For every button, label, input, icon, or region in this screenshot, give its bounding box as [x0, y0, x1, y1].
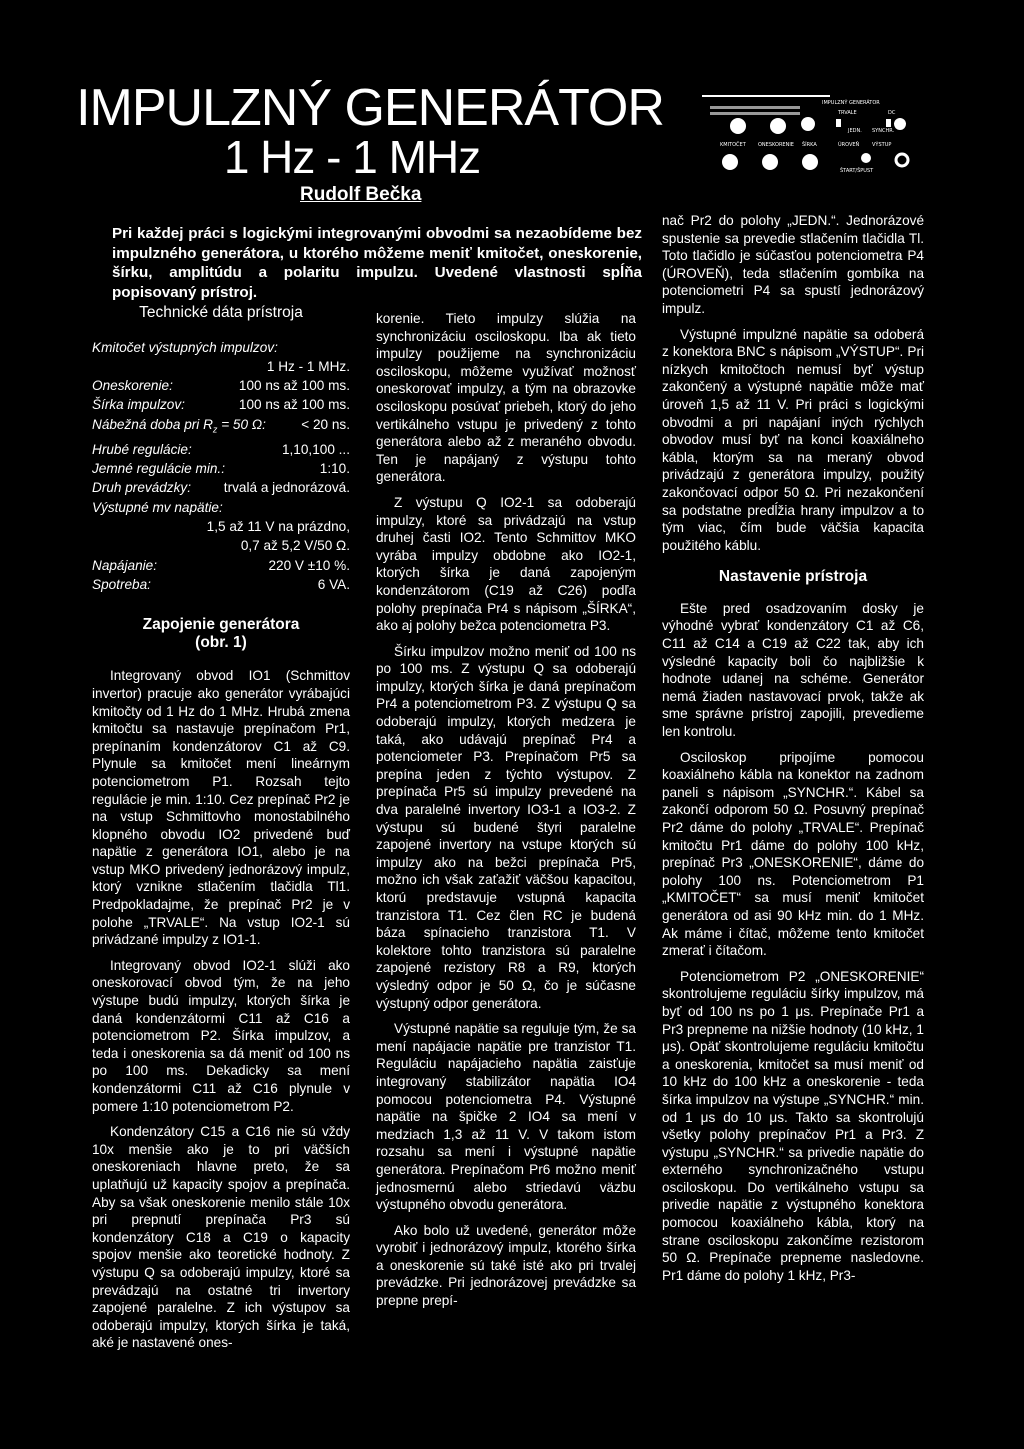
panel-label-start: ŠTART/ŠPUST	[840, 168, 874, 174]
spec-out-label: Výstupné mv napätie:	[92, 499, 223, 515]
title-line-2: 1 Hz - 1 MHz	[223, 131, 481, 183]
column-3	[662, 212, 924, 1292]
spec-freq-label: Kmitočet výstupných impulzov:	[92, 339, 278, 355]
column-2	[376, 310, 636, 1318]
setup-heading: Nastavenie prístroja	[718, 568, 868, 586]
col3-paragraph-2: Ešte pred osadzovaním dosky je výhodné vybrať kondenzátory C1 až C6, C11 až C14 a C19 až C22 tak, aby ich výsledné kapacity boli čo najbližšie k hodnote udanej na schéme. Generátor nemá žiaden nastavovací prvok, takže ak sme správne prístroj zapojili, prevedieme len kontrolu.	[662, 600, 924, 740]
panel-label-vystup: VÝSTUP	[872, 142, 892, 148]
spec-width: Šírka impulzov: 100 ns až 100 ms.	[92, 397, 350, 413]
title-line-1: IMPULZNÝ GENERÁTOR	[76, 79, 664, 137]
spec-mode: Druh prevádzky: trvalá a jednorázová.	[92, 480, 350, 496]
spec-delay: Oneskorenie: 100 ns až 100 ms.	[92, 378, 350, 394]
column-1	[92, 300, 350, 1360]
spec-consumption: Spotreba: 6 VA.	[92, 576, 350, 592]
col1-paragraph-2: Integrovaný obvod IO2-1 slúži ako oneskorovací obvod tým, že na jeho výstupe budú impulzy, ktorých šírka je daná kondenzátormi C11 až C16 a potenciometrom P2. Šírka impulzov, a teda i oneskorenia sa dá meniť od 100 ns po 100 ms. Dekadicky sa mení kondenzátormi C11 až C16 plynule v pomere 1:10 potenciometrom P2.	[92, 957, 350, 1114]
panel-label-sirka: ŠÍRKA	[802, 142, 817, 148]
spec-fine: Jemné regulácie min.: 1:10.	[92, 461, 350, 477]
col2-paragraph-0: korenie. Tieto impulzy slúžia na synchronizáciu osciloskopu. Iba ak tieto impulzy použijeme na synchronizáciu osciloskopu, môžeme využívať možnosť oneskorovať impulzy, a tým na obrazovke osciloskopu posúvať priebeh, ktorý do jeho vertikálneho vstupu je privedený z tohto generátora alebo až z meraného obvodu. Ten je napájaný z výstupu tohto generátora.	[376, 311, 636, 485]
col1-paragraph-3: Kondenzátory C15 a C16 nie sú vždy 10x menšie ako je to pri väčších oneskoreniach hlavne preto, že sa uplatňujú už kapacity spojov a prepínača. Aby sa však oneskorenie menilo stále 10x pri prepnutí prepínača Pr3 sú kondenzátory C18 a C19 o kapacity spojov menšie ako teoretické hodnoty. Z výstupu Q sa odoberajú impulzy, ktoré sa prevádzajú na ostatné tri invertory zapojené paralelne. Z ich výstupov sa odoberajú impulzy, ktorých šírka je taká, aké je nastavené ones-	[92, 1124, 350, 1351]
panel-label-kmitocet: KMITOČET	[720, 142, 746, 148]
panel-label-trvale: TRVALE	[838, 110, 857, 116]
panel-label-jedn: JEDN.	[848, 128, 862, 134]
front-panel-photo	[690, 92, 922, 176]
tech-specs	[92, 338, 350, 595]
col3-paragraph-3: Osciloskop pripojíme pomocou koaxiálneho kábla na konektor na zadnom paneli s nápisom „SYNCHR.“. Kábel sa zakončí odporom 50 Ω. Posuvný prepínač Pr2 dáme do polohy „TRVALE“. Prepínač kmitočtu Pr1 dáme do polohy 100 kHz, prepínač Pr3 „ONESKORENIE“, dáme do polohy 100 ns. Potenciometrom P1 „KMITOČET“ sa musí meniť kmitočet generátora od asi 90 kHz min. do 1 MHz. Ak máme i čítač, môžeme tento kmitočet zmerať i čítačom.	[662, 749, 924, 959]
col3-paragraph-0: nač Pr2 do polohy „JEDN.“. Jednorázové spustenie sa prevedie stlačením tlačidla Tl. Toto tlačidlo je súčasťou potenciometra P4 (ÚROVEŇ), teda stlačením gombíka na potenciometri P4 sa spustí jednorázový impulz.	[662, 213, 924, 316]
circuit-heading-2: (obr. 1)	[195, 633, 247, 651]
col2-paragraph-4: Ako bolo už uvedené, generátor môže vyrobiť i jednorázový impulz, ktorého šírka a oneskorenie sú také isté ako pri trvalej prevádzke. Pri jednorázovej prevádzke sa prepne prepí-	[376, 1222, 636, 1309]
author: Rudolf Bečka	[300, 184, 422, 205]
spec-rise: Nábežná doba pri $R_z = 50$ Ω: < 20 ns.	[92, 416, 350, 435]
spec-coarse: Hrubé regulácie: 1,10,100 ...	[92, 441, 350, 457]
circuit-heading-1: Zapojenie generátora	[142, 616, 300, 634]
col3-paragraph-1: Výstupné impulzné napätie sa odoberá z konektora BNC s nápisom „VÝSTUP“. Pri nízkych kmitočtoch nemusí byť výstup zakončený a výstupné napätie môže mať úroveň 1,5 až 11 V. Pri práci s logickými obvodmi a pri napájaní iných rýchlych obvodov musí byť na konci koaxiálneho kábla, ktorým sa na meraný obvod privádzajú z generátora impulzy, použitý zakončovací odpor 50 Ω. Pri nezakončení sa podstatne predĺžia hrany impulzov a to tým viac, čím bude väčšia kapacita použitého káblu.	[662, 326, 924, 553]
panel-label-title: IMPULZNÝ GENERÁTOR	[822, 100, 880, 106]
panel-label-uroven: ÚROVEŇ	[838, 142, 860, 148]
spec-freq-value: 1 Hz - 1 MHz.	[266, 358, 350, 374]
col2-paragraph-3: Výstupné napätie sa reguluje tým, že sa mení napájacie napätie pre tranzistor T1. Reguláciu napájacieho napätia zaisťuje integrovaný stabilizátor napätia IO4 pomocou potenciometra P4. Výstupné napätie na špičke 2 IO4 sa mení v medziach 1,3 až 11 V. V takom istom rozsahu sa mení i výstupné napätie generátora. Prepínačom Pr6 možno meniť jednosmernú alebo striedavú väzbu výstupného obvodu generátora.	[376, 1021, 636, 1213]
col2-paragraph-1: Z výstupu Q IO2-1 sa odoberajú impulzy, ktoré sa privádzajú na vstup druhej časti IO2. Tento Schmittov MKO vyrába impulzy obdobne ako IO2-1, ktorých šírka je daná zapojeným kondenzátorom (C19 až C26) podľa polohy prepínača Pr4 s nápisom „ŠÍRKA“, ako aj polohy bežca potenciometra P3.	[376, 494, 636, 634]
panel-label-synchr: SYNCHR.	[872, 128, 895, 134]
tech-heading: Technické dáta prístroja	[139, 304, 303, 321]
spec-out-value-1: 1,5 až 11 V na prázdno,	[206, 518, 350, 534]
panel-label-dc: DC	[888, 110, 896, 116]
col2-paragraph-2: Šírku impulzov možno meniť od 100 ns po 100 ms. Z výstupu Q sa odoberajú impulzy, ktorých šírka je daná prepínačom Pr4 a potenciometrom P3. Z výstupu Q sa odoberajú impulzy, ktorých medzera je taká, ako udávajú prepínač Pr4 a potenciometer P3. Prepínačom Pr5 sa prepína jeden z týchto výstupov. Z prepínača Pr5 sú impulzy prevedené na dva paralelné invertory IO3-1 a IO3-2. Z výstupu sú budené štyri paralelne zapojené invertory na vstupe ktorých sú impulzy ako na bežci prepínača Pr5, možno ich však zaťažiť väčšou kapacitou, ktorú predstavuje vstupná kapacita tranzistora T1. Cez člen RC je budená báza spínacieho tranzistora T1. V kolektore tohto tranzistora sú paralelne zapojené rezistory R8 a R9, ktorých výsledný odpor je 50 Ω, čo je súčasne výstupný odpor generátora.	[376, 643, 636, 1011]
spec-out-value-2: 0,7 až 5,2 V/50 Ω.	[240, 538, 350, 554]
spec-supply: Napájanie: 220 V ±10 %.	[92, 557, 350, 573]
col3-paragraph-4: Potenciometrom P2 „ONESKORENIE“ skontrolujeme reguláciu šírky impulzov, má byť od 100 ns po 1 μs. Prepínače Pr1 a Pr3 prepneme na nižšie hodnoty (10 kHz, 1 μs). Opäť skontrolujeme reguláciu kmitočtu a oneskorenia, kmitočet sa musí meniť od 10 kHz do 100 kHz a oneskorenie - teda šírka impulzov na výstupe „SYNCHR.“ min. od 1 μs do 10 μs. Takto sa skontrolujú všetky polohy prepínačov Pr1 a Pr3. Z výstupu „SYNCHR.“ sa privedie napätie do externého synchronizačného vstupu osciloskopu. Do vertikálneho vstupu sa privedie napätie z výstupného konektora pomocou koaxiálneho kábla, ktorý na strane osciloskopu zakončíme rezistorom 50 Ω. Prepínače prepneme nasledovne. Pr1 dáme do polohy 1 kHz, Pr3-	[662, 968, 924, 1283]
panel-label-oneskorenie: ONESKORENIE	[758, 142, 794, 148]
lead-paragraph: Pri každej práci s logickými integrovanými obvodmi sa nezaobídeme bez impulzného generátora, u ktorého môžeme meniť kmitočet, oneskorenie, šírku, amplitúdu a polaritu impulzu. Uvedené vlastnosti spĺňa popisovaný prístroj.	[112, 225, 642, 301]
col1-paragraph-1: Integrovaný obvod IO1 (Schmittov invertor) pracuje ako generátor vyrábajúci kmitočty od 1 Hz do 1 MHz. Hrubá zmena kmitočtu sa nastavuje prepínačom Pr1, prepínaním kondenzátorov C1 až C9. Plynule sa kmitočet mení lineárnym potenciometrom P1. Rozsah tejto regulácie je min. 1:10. Cez prepínač Pr2 je na vstup Schmittovho monostabilného klopného obvodu IO2 privedené buď napätie z generátora IO1, alebo je na vstup MKO privedený jednorázový impulz, ktorý vznikne stlačením tlačidla Tl1. Predpokladajme, že prepínač Pr2 je v polohe „TRVALE“. Na vstup IO2-1 sú privádzané impulzy z IO1-1.	[92, 668, 350, 948]
